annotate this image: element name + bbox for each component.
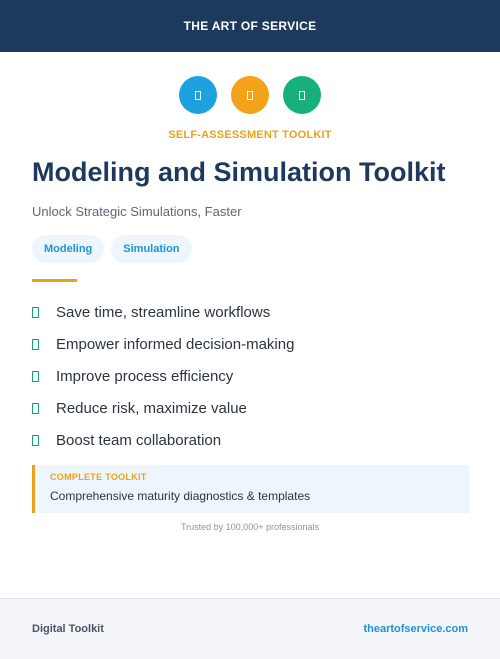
check-icon xyxy=(32,435,39,446)
benefit-list xyxy=(32,296,294,456)
website-link[interactable]: theartofservice.com xyxy=(363,623,468,635)
toolkit-callout xyxy=(32,465,469,513)
benefit-text: Boost team collaboration xyxy=(56,431,222,449)
check-icon xyxy=(283,76,321,114)
callout-title: COMPLETE TOOLKIT xyxy=(50,472,147,482)
brand-name: THE ART OF SERVICE xyxy=(183,19,317,33)
check-icon xyxy=(32,371,39,382)
list-item xyxy=(32,296,294,328)
list-item xyxy=(32,392,294,424)
eyebrow-label: SELF-ASSESSMENT TOOLKIT xyxy=(168,129,332,141)
check-icon xyxy=(32,403,39,414)
document-icon xyxy=(179,76,217,114)
trust-statement: Trusted by 100,000+ professionals xyxy=(180,522,319,532)
list-item xyxy=(32,360,294,392)
tag-simulation[interactable]: Simulation xyxy=(111,235,191,263)
footer-label: Digital Toolkit xyxy=(32,623,104,635)
chart-icon xyxy=(231,76,269,114)
callout-text: Comprehensive maturity diagnostics & templates xyxy=(50,489,311,503)
benefit-text: Improve process efficiency xyxy=(56,367,234,385)
brand-header xyxy=(0,0,500,52)
list-item xyxy=(32,424,294,456)
list-item xyxy=(32,328,294,360)
page-subtitle: Unlock Strategic Simulations, Faster xyxy=(32,204,242,219)
footer xyxy=(0,598,500,659)
benefit-text: Reduce risk, maximize value xyxy=(56,399,247,417)
tag-modeling[interactable]: Modeling xyxy=(32,235,104,263)
tag-list xyxy=(32,235,192,263)
accent-divider xyxy=(32,279,77,282)
feature-icons xyxy=(0,76,500,114)
check-icon xyxy=(32,307,39,318)
benefit-text: Save time, streamline workflows xyxy=(56,303,271,321)
page-title: Modeling and Simulation Toolkit xyxy=(32,157,446,187)
check-icon xyxy=(32,339,39,350)
benefit-text: Empower informed decision-making xyxy=(56,335,295,353)
